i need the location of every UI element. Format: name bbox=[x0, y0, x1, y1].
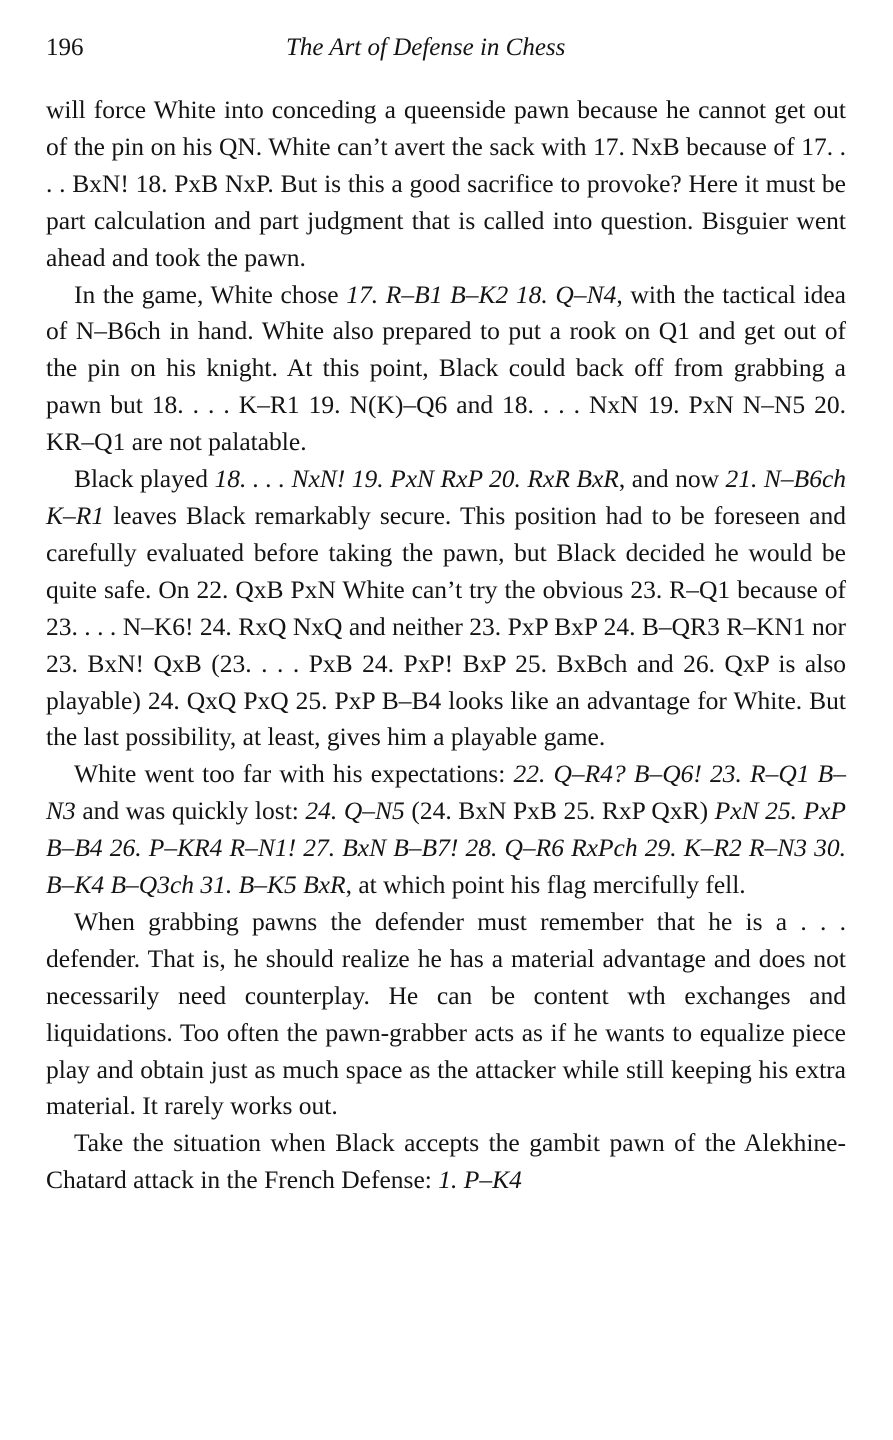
paragraph bbox=[46, 1125, 846, 1199]
book-page bbox=[46, 30, 846, 1199]
text-run: , and now bbox=[618, 464, 726, 494]
paragraph bbox=[46, 461, 846, 756]
text-run: , at which point his flag mercifully fell. bbox=[345, 870, 746, 900]
text-run: , with the tactical idea of N–B6ch in hand. White also prepared to put a rook on Q1 and get out of the pin on his knight. At this point, Black could back off from grabbing a pawn but 18. . . . K–R1 19. N(K)–Q6 and 18. . . . NxN 19. PxN N–N5 20. KR–Q1 are not palatable. bbox=[46, 279, 846, 457]
paragraph bbox=[46, 92, 846, 277]
text-run: Take the situation when Black accepts the gambit pawn of the Alekhine-Chatard attack in the French Defense: bbox=[46, 1128, 846, 1195]
move-notation: PxN 25. PxP B–B4 26. P–KR4 R–N1! 27. BxN B–B7! 28. Q–R6 RxPch 29. K–R2 R–N3 30. B–K4 B–Q3ch 31. B–K5 BxR bbox=[46, 796, 847, 900]
running-title: The Art of Defense in Chess bbox=[286, 34, 566, 61]
move-notation: 21. N–B6ch K–R1 bbox=[46, 464, 847, 530]
move-notation: 17. R–B1 B–K2 18. Q–N4 bbox=[346, 279, 617, 309]
move-notation: 24. Q–N5 bbox=[305, 796, 405, 826]
body-text bbox=[46, 92, 846, 1199]
paragraph bbox=[46, 756, 846, 904]
text-run: When grabbing pawns the defender must remember that he is a . . . defender. That is, he should realize he has a material advantage and does not necessarily need counterplay. He can be content wth exchanges and liquidations. Too often the pawn-grabber acts as if he wants to equalize piece play and obtain just as much space as the attacker while still keeping his extra material. It rarely works out. bbox=[46, 906, 846, 1121]
text-run: will force White into conceding a queenside pawn because he cannot get out of the pin on his QN. White can’t avert the sack with 17. NxB because of 17. . . . BxN! 18. PxB NxP. But is this a good sacrifice to provoke? Here it must be part calculation and part judgment that is called into question. Bisguier went ahead and took the pawn. bbox=[46, 95, 846, 272]
paragraph bbox=[46, 904, 846, 1125]
text-run: leaves Black remarkably secure. This position had to be foreseen and carefully evaluated before taking the pawn, but Black decided he would be quite safe. On 22. QxB PxN White can’t try the obvious 23. R–Q1 because of 23. . . . N–K6! 24. RxQ NxQ and neither 23. PxP BxP 24. B–QR3 R–KN1 nor 23. BxN! QxB (23. . . . PxB 24. PxP! BxP 25. BxBch and 26. QxP is also playable) 24. QxQ PxQ 25. PxP B–B4 looks like an advantage for White. But the last possibility, at least, gives him a playable game. bbox=[46, 500, 846, 752]
text-run: (24. BxN PxB 25. RxP QxR) bbox=[404, 796, 715, 826]
text-run: and was quickly lost: bbox=[75, 796, 306, 826]
move-notation: 1. P–K4 bbox=[438, 1165, 522, 1195]
running-head bbox=[46, 30, 846, 70]
page-number: 196 bbox=[46, 34, 84, 61]
text-run: White went too far with his expectations: bbox=[74, 759, 514, 789]
paragraph bbox=[46, 277, 846, 462]
text-run: In the game, White chose bbox=[74, 279, 347, 309]
move-notation: 22. Q–R4? B–Q6! 23. R–Q1 B–N3 bbox=[46, 759, 847, 826]
text-run: Black played bbox=[74, 464, 215, 494]
move-notation: 18. . . . NxN! 19. PxN RxP 20. RxR BxR bbox=[214, 464, 619, 494]
